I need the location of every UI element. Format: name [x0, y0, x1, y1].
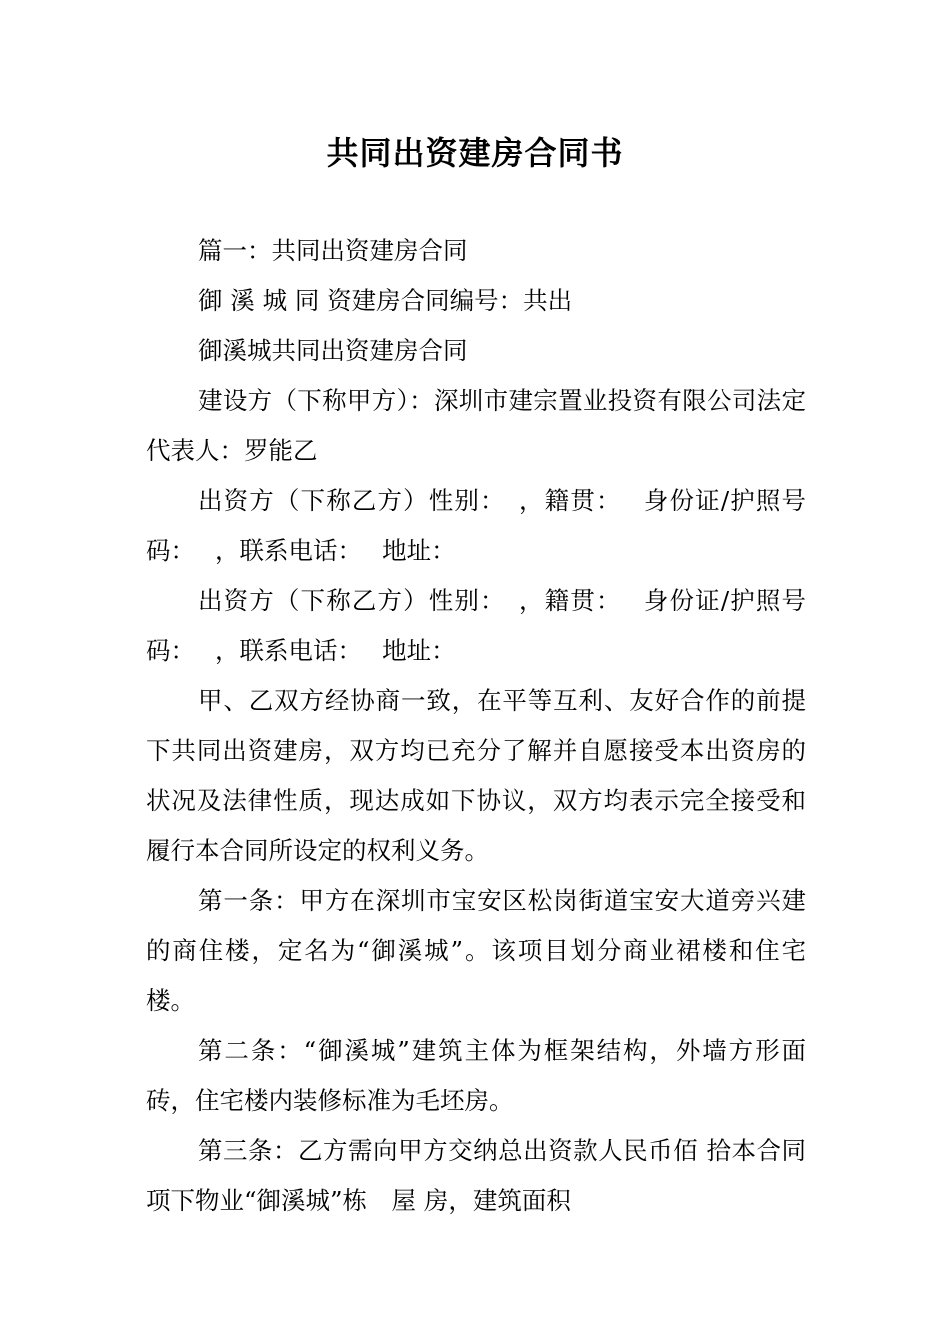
paragraph-article-3: 第三条：乙方需向甲方交纳总出资款人民币佰 拾本合同项下物业“御溪城”栋 屋 房，建筑面积	[146, 1136, 806, 1215]
paragraph-contract-number: 御 溪 城 同 资建房合同编号：共出	[198, 286, 573, 315]
paragraph-party-b-second: 出资方（下称乙方）性别： ，籍贯： 身份证/护照号码： ，联系电话： 地址：	[146, 586, 806, 665]
paragraph-party-b-first: 出资方（下称乙方）性别： ，籍贯： 身份证/护照号码： ，联系电话： 地址：	[146, 486, 806, 565]
paragraph-contract-name: 御溪城共同出资建房合同	[198, 336, 468, 365]
paragraph-article-2: 第二条：“御溪城”建筑主体为框架结构，外墙方形面砖，住宅楼内装修标准为毛坯房。	[146, 1036, 806, 1115]
document-title: 共同出资建房合同书	[326, 134, 624, 172]
document-body	[146, 226, 806, 1226]
paragraph-section-heading: 篇一：共同出资建房合同	[198, 236, 468, 265]
paragraph-party-a: 建设方（下称甲方）：深圳市建宗置业投资有限公司法定代表人：罗能乙	[146, 386, 806, 465]
paragraph-article-1: 第一条：甲方在深圳市宝安区松岗街道宝安大道旁兴建的商住楼，定名为“御溪城”。该项目划分商业裙楼和住宅楼。	[146, 886, 806, 1015]
paragraph-preamble: 甲、乙双方经协商一致，在平等互利、友好合作的前提下共同出资建房，双方均已充分了解并自愿接受本出资房的状况及法律性质，现达成如下协议，双方均表示完全接受和履行本合同所设定的权利义务。	[146, 686, 806, 865]
